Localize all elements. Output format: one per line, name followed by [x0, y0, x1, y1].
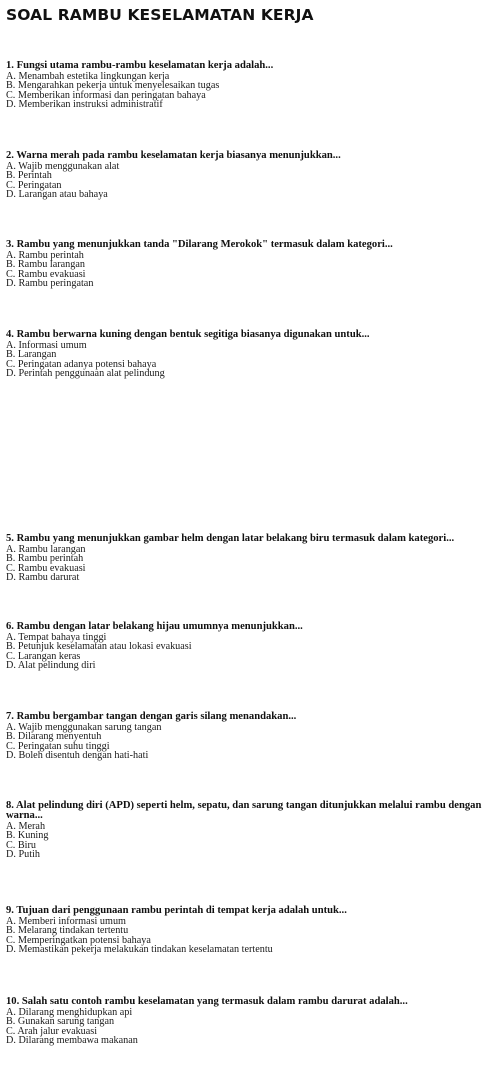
question-text: 6. Rambu dengan latar belakang hijau umumnya menunjukkan... — [6, 621, 303, 632]
question-6 — [6, 622, 486, 671]
option-a: A. Informasi umum — [6, 339, 87, 351]
question-4 — [6, 330, 486, 379]
option-b: B. Mengarahkan pekerja untuk menyelesaikan tugas — [6, 80, 220, 92]
option-a: A. Dilarang menghidupkan api — [6, 1006, 133, 1018]
option-a: A. Wajib menggunakan alat — [6, 160, 120, 172]
option-b: B. Kuning — [6, 830, 49, 842]
question-5 — [6, 534, 486, 583]
option-c: C. Peringatan — [6, 179, 62, 191]
option-b: B. Melarang tindakan tertentu — [6, 925, 129, 937]
option-b: B. Larangan — [6, 349, 57, 361]
option-a: A. Wajib menggunakan sarung tangan — [6, 721, 162, 733]
option-d: D. Dilarang membawa makanan — [6, 1035, 138, 1047]
option-c: C. Arah jalur evakuasi — [6, 1025, 98, 1037]
option-b: B. Perintah — [6, 170, 52, 182]
option-a: A. Rambu larangan — [6, 543, 86, 555]
option-c: C. Biru — [6, 839, 37, 851]
question-7 — [6, 712, 486, 761]
option-c: C. Rambu evakuasi — [6, 562, 86, 574]
option-d: D. Rambu peringatan — [6, 278, 94, 290]
option-d: D. Alat pelindung diri — [6, 660, 96, 672]
question-text: 10. Salah satu contoh rambu keselamatan yang termasuk dalam rambu darurat adalah... — [6, 996, 408, 1007]
option-b: B. Dilarang menyentuh — [6, 731, 102, 743]
question-10 — [6, 997, 486, 1046]
option-d: D. Memastikan pekerja melakukan tindakan keselamatan tertentu — [6, 944, 273, 956]
option-d: D. Rambu darurat — [6, 572, 80, 584]
question-text: 7. Rambu bergambar tangan dengan garis silang menandakan... — [6, 711, 297, 722]
question-2 — [6, 151, 486, 200]
option-c: C. Larangan keras — [6, 650, 81, 662]
question-9 — [6, 906, 486, 955]
question-text: 1. Fungsi utama rambu-rambu keselamatan kerja adalah... — [6, 60, 274, 71]
option-d: D. Putih — [6, 849, 40, 861]
option-b: B. Rambu larangan — [6, 259, 85, 271]
question-text: 9. Tujuan dari penggunaan rambu perintah di tempat kerja adalah untuk... — [6, 905, 347, 916]
question-text: 2. Warna merah pada rambu keselamatan kerja biasanya menunjukkan... — [6, 150, 341, 161]
option-d: D. Perintah penggunaan alat pelindung — [6, 368, 165, 380]
option-c: C. Peringatan adanya potensi bahaya — [6, 358, 157, 370]
option-c: C. Peringatan suhu tinggi — [6, 740, 110, 752]
question-text: 8. Alat pelindung diri (APD) seperti helm, sepatu, dan sarung tangan ditunjukkan melalui rambu dengan warna... — [6, 800, 482, 821]
option-c: C. Memberikan informasi dan peringatan bahaya — [6, 89, 206, 101]
option-b: B. Gunakan sarung tangan — [6, 1016, 115, 1028]
page-title: SOAL RAMBU KESELAMATAN KERJA — [6, 6, 314, 24]
question-1 — [6, 61, 486, 110]
question-text: 3. Rambu yang menunjukkan tanda "Dilarang Merokok" termasuk dalam kategori... — [6, 239, 393, 250]
option-d: D. Boleh disentuh dengan hati-hati — [6, 750, 149, 762]
option-a: A. Menambah estetika lingkungan kerja — [6, 70, 170, 82]
question-3 — [6, 240, 486, 289]
question-8 — [6, 801, 486, 860]
question-text: 4. Rambu berwarna kuning dengan bentuk segitiga biasanya digunakan untuk... — [6, 329, 370, 340]
option-a: A. Merah — [6, 820, 46, 832]
option-b: B. Petunjuk keselamatan atau lokasi evakuasi — [6, 641, 192, 653]
option-b: B. Rambu perintah — [6, 553, 84, 565]
option-a: A. Rambu perintah — [6, 249, 84, 261]
option-a: A. Memberi informasi umum — [6, 915, 126, 927]
option-c: C. Memperingatkan potensi bahaya — [6, 934, 151, 946]
option-a: A. Tempat bahaya tinggi — [6, 631, 107, 643]
option-d: D. Larangan atau bahaya — [6, 189, 108, 201]
option-d: D. Memberikan instruksi administratif — [6, 99, 163, 111]
question-text: 5. Rambu yang menunjukkan gambar helm dengan latar belakang biru termasuk dalam kategori... — [6, 533, 455, 544]
option-c: C. Rambu evakuasi — [6, 268, 86, 280]
